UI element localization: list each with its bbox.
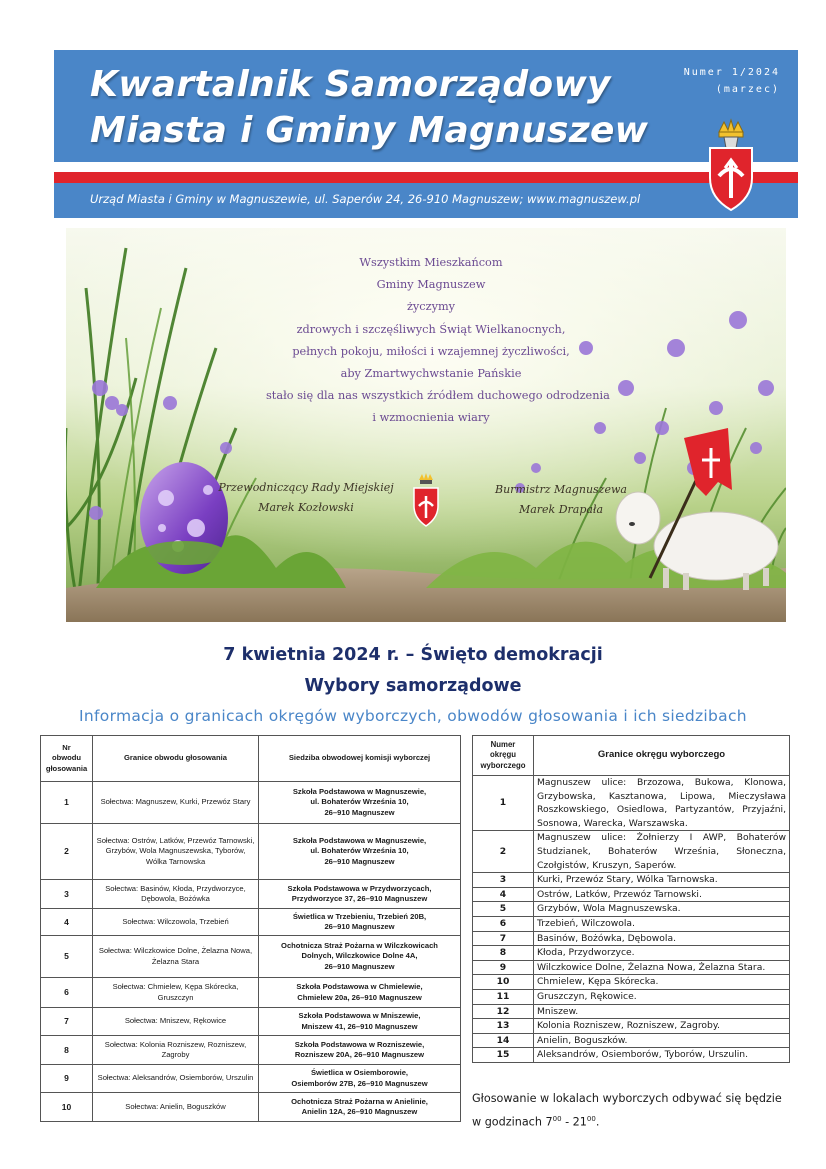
newsletter-title [90,62,648,154]
district-bounds: Sołectwa: Magnuszew, Kurki, Przewóz Stary [93,782,259,824]
wish-line: i wzmocnienia wiary [372,411,490,425]
commission-seat: Świetlica w Osiemborowie, Osiemborów 27B, 26–910 Magnuszew [259,1065,461,1093]
wish-line: zdrowych i szczęśliwych Świąt Wielkanocnych, [296,322,566,336]
table-header-row [473,736,790,776]
constituency-bounds: Basinów, Bożówka, Dębowola. [534,931,790,946]
flag-stripe-red [54,172,798,183]
table-row [41,1065,461,1093]
table-row [473,831,790,873]
column-header-commission-seat: Siedziba obwodowej komisji wyborczej [259,736,461,782]
table-row [473,916,790,931]
constituency-bounds: Chmielew, Kępa Skórecka. [534,975,790,990]
constituency-number: 1 [473,776,534,831]
table-row [473,931,790,946]
easter-wishes [266,252,610,430]
table-row [473,975,790,990]
signature-name: Marek Drapała [518,503,604,516]
commission-seat: Ochotnicza Straż Pożarna w Wilczkowicach Dolnych, Wilczkowice Dolne 4A, 26–910 Magnuszew [259,936,461,978]
district-number: 6 [41,978,93,1008]
voting-hours-note [472,1089,792,1133]
table-header-row [41,736,461,782]
issue-info [684,64,780,98]
table-row [473,989,790,1004]
wish-line: Wszystkim Mieszkańcom [359,256,503,269]
table-row [473,960,790,975]
constituency-bounds: Kurki, Przewóz Stary, Wólka Tarnowska. [534,873,790,888]
constituency-number: 11 [473,989,534,1004]
commission-seat: Świetlica w Trzebieniu, Trzebień 20B, 26–910 Magnuszew [259,909,461,936]
table-row [473,1033,790,1048]
issue-number: Numer 1/2024 [683,67,780,78]
district-bounds: Sołectwa: Kolonia Rozniszew, Rozniszew, Zagroby [93,1036,259,1065]
constituency-bounds: Aleksandrów, Osiemborów, Tyborów, Urszulin. [534,1048,790,1063]
constituency-number: 8 [473,946,534,961]
district-number: 1 [41,782,93,824]
constituency-bounds: Anielin, Boguszków. [534,1033,790,1048]
table-row [473,1004,790,1019]
table-row [473,1019,790,1034]
constituency-number: 4 [473,887,534,902]
constituency-number: 9 [473,960,534,975]
district-number: 3 [41,880,93,909]
note-line-1: Głosowanie w lokalach wyborczych odbywać się będzie [472,1092,782,1105]
constituency-bounds: Ostrów, Latków, Przewóz Tarnowski. [534,887,790,902]
constituency-number: 6 [473,916,534,931]
constituency-number: 3 [473,873,534,888]
constituency-bounds: Mniszew. [534,1004,790,1019]
mayor-signature [486,480,636,520]
table-row [41,782,461,824]
election-date-heading: 7 kwietnia 2024 r. – Święto demokracji [223,645,603,665]
constituency-number: 7 [473,931,534,946]
constituency-number: 2 [473,831,534,873]
table-row [41,909,461,936]
commission-seat: Ochotnicza Straż Pożarna w Anielinie, Anielin 12A, 26–910 Magnuszew [259,1093,461,1122]
commission-seat: Szkoła Podstawowa w Magnuszewie, ul. Bohaterów Września 10, 26–910 Magnuszew [259,824,461,880]
column-header-district-number: Nr obwodu głosowania [41,736,93,782]
signature-name: Marek Kozłowski [258,501,354,514]
voting-districts-table [40,735,461,1122]
column-header-district-bounds: Granice obwodu głosowania [93,736,259,782]
coat-of-arms-icon [412,472,440,528]
table-row [41,936,461,978]
district-bounds: Sołectwa: Anielin, Boguszków [93,1093,259,1122]
constituency-bounds: Magnuszew ulice: Żołnierzy I AWP, Bohaterów Studzianek, Bohaterów Września, Słoneczna, Czołgistów, Kruszyn, Saperów. [534,831,790,873]
district-number: 10 [41,1093,93,1122]
district-number: 2 [41,824,93,880]
constituency-bounds: Kolonia Rozniszew, Rozniszew, Zagroby. [534,1019,790,1034]
signature-role: Burmistrz Magnuszewa [495,483,627,496]
commission-seat: Szkoła Podstawowa w Rozniszewie, Rozniszew 20A, 26–910 Magnuszew [259,1036,461,1065]
wish-line: pełnych pokoju, miłości i wzajemnej życzliwości, [292,344,570,358]
constituency-number: 14 [473,1033,534,1048]
masthead [54,50,798,218]
title-line-2: Miasta i Gminy Magnuszew [90,110,649,151]
issue-month: (marzec) [715,84,780,95]
column-header-constituency-bounds: Granice okręgu wyborczego [534,736,790,776]
constituency-number: 12 [473,1004,534,1019]
constituency-bounds: Wilczkowice Dolne, Żelazna Nowa, Żelazna Stara. [534,960,790,975]
constituency-number: 10 [473,975,534,990]
wish-line: stało się dla nas wszystkich źródłem duchowego odrodzenia [266,389,610,403]
table-row [473,776,790,831]
district-number: 8 [41,1036,93,1065]
note-line-2: w godzinach $7^{00} - 21^{00}$. [472,1115,600,1129]
column-header-constituency-number: Numer okręgu wyborczego [473,736,534,776]
wish-line: Gminy Magnuszew [376,278,486,292]
district-bounds: Sołectwa: Wilczowola, Trzebień [93,909,259,936]
office-address: Urząd Miasta i Gminy w Magnuszewie, ul. Saperów 24, 26-910 Magnuszew; www.magnuszew.pl [90,192,641,206]
constituency-bounds: Trzebień, Wilczowola. [534,916,790,931]
table-row [41,880,461,909]
district-bounds: Sołectwa: Ostrów, Latków, Przewóz Tarnowski, Grzybów, Wola Magnuszewska, Tyborów, Wólka Tarnowska [93,824,259,880]
district-bounds: Sołectwa: Mniszew, Rękowice [93,1008,259,1036]
district-bounds: Sołectwa: Basinów, Kłoda, Przydworzyce, Dębowola, Bożówka [93,880,259,909]
election-type-heading: Wybory samorządowe [304,676,522,696]
constituencies-table [472,735,790,1063]
coat-of-arms-icon [706,118,756,214]
constituency-number: 5 [473,902,534,917]
table-row [41,824,461,880]
table-row [41,978,461,1008]
commission-seat: Szkoła Podstawowa w Przydworzycach, Przydworzyce 37, 26–910 Magnuszew [259,880,461,909]
constituency-bounds: Grzybów, Wola Magnuszewska. [534,902,790,917]
commission-seat: Szkoła Podstawowa w Chmielewie, Chmielew 20a, 26–910 Magnuszew [259,978,461,1008]
table-row [41,1008,461,1036]
wish-line: aby Zmartwychwstanie Pańskie [340,367,522,381]
district-number: 9 [41,1065,93,1093]
commission-seat: Szkoła Podstawowa w Mniszewie, Mniszew 41, 26–910 Magnuszew [259,1008,461,1036]
district-number: 7 [41,1008,93,1036]
table-row [41,1036,461,1065]
district-bounds: Sołectwa: Wilczkowice Dolne, Żelazna Nowa, Żelazna Stara [93,936,259,978]
constituency-number: 13 [473,1019,534,1034]
flag-stripe-white [54,162,798,172]
commission-seat: Szkoła Podstawowa w Magnuszewie, ul. Bohaterów Września 10, 26–910 Magnuszew [259,782,461,824]
title-line-1: Kwartalnik Samorządowy [90,64,611,105]
information-heading: Informacja o granicach okręgów wyborczych, obwodów głosowania i ich siedzibach [79,707,747,725]
easter-greeting-card [66,228,786,622]
district-bounds: Sołectwa: Aleksandrów, Osiemborów, Urszulin [93,1065,259,1093]
constituency-bounds: Kłoda, Przydworzyce. [534,946,790,961]
wish-line: życzymy [406,300,456,314]
table-row [473,1048,790,1063]
table-row [473,946,790,961]
constituency-number: 15 [473,1048,534,1063]
district-bounds: Sołectwa: Chmielew, Kępa Skórecka, Gruszczyn [93,978,259,1008]
signature-role: Przewodniczący Rady Miejskiej [218,481,394,494]
constituency-bounds: Gruszczyn, Rękowice. [534,989,790,1004]
table-row [41,1093,461,1122]
district-number: 5 [41,936,93,978]
table-row [473,887,790,902]
table-row [473,902,790,917]
council-chair-signature [206,478,406,518]
district-number: 4 [41,909,93,936]
constituency-bounds: Magnuszew ulice: Brzozowa, Bukowa, Klonowa, Grzybowska, Kasztanowa, Lipowa, Mieczysława Roszkowskiego, Osiedlowa, Partyzantów, Przyjaźni, Sosnowa, Warecka, Warszawska. [534,776,790,831]
table-row [473,873,790,888]
